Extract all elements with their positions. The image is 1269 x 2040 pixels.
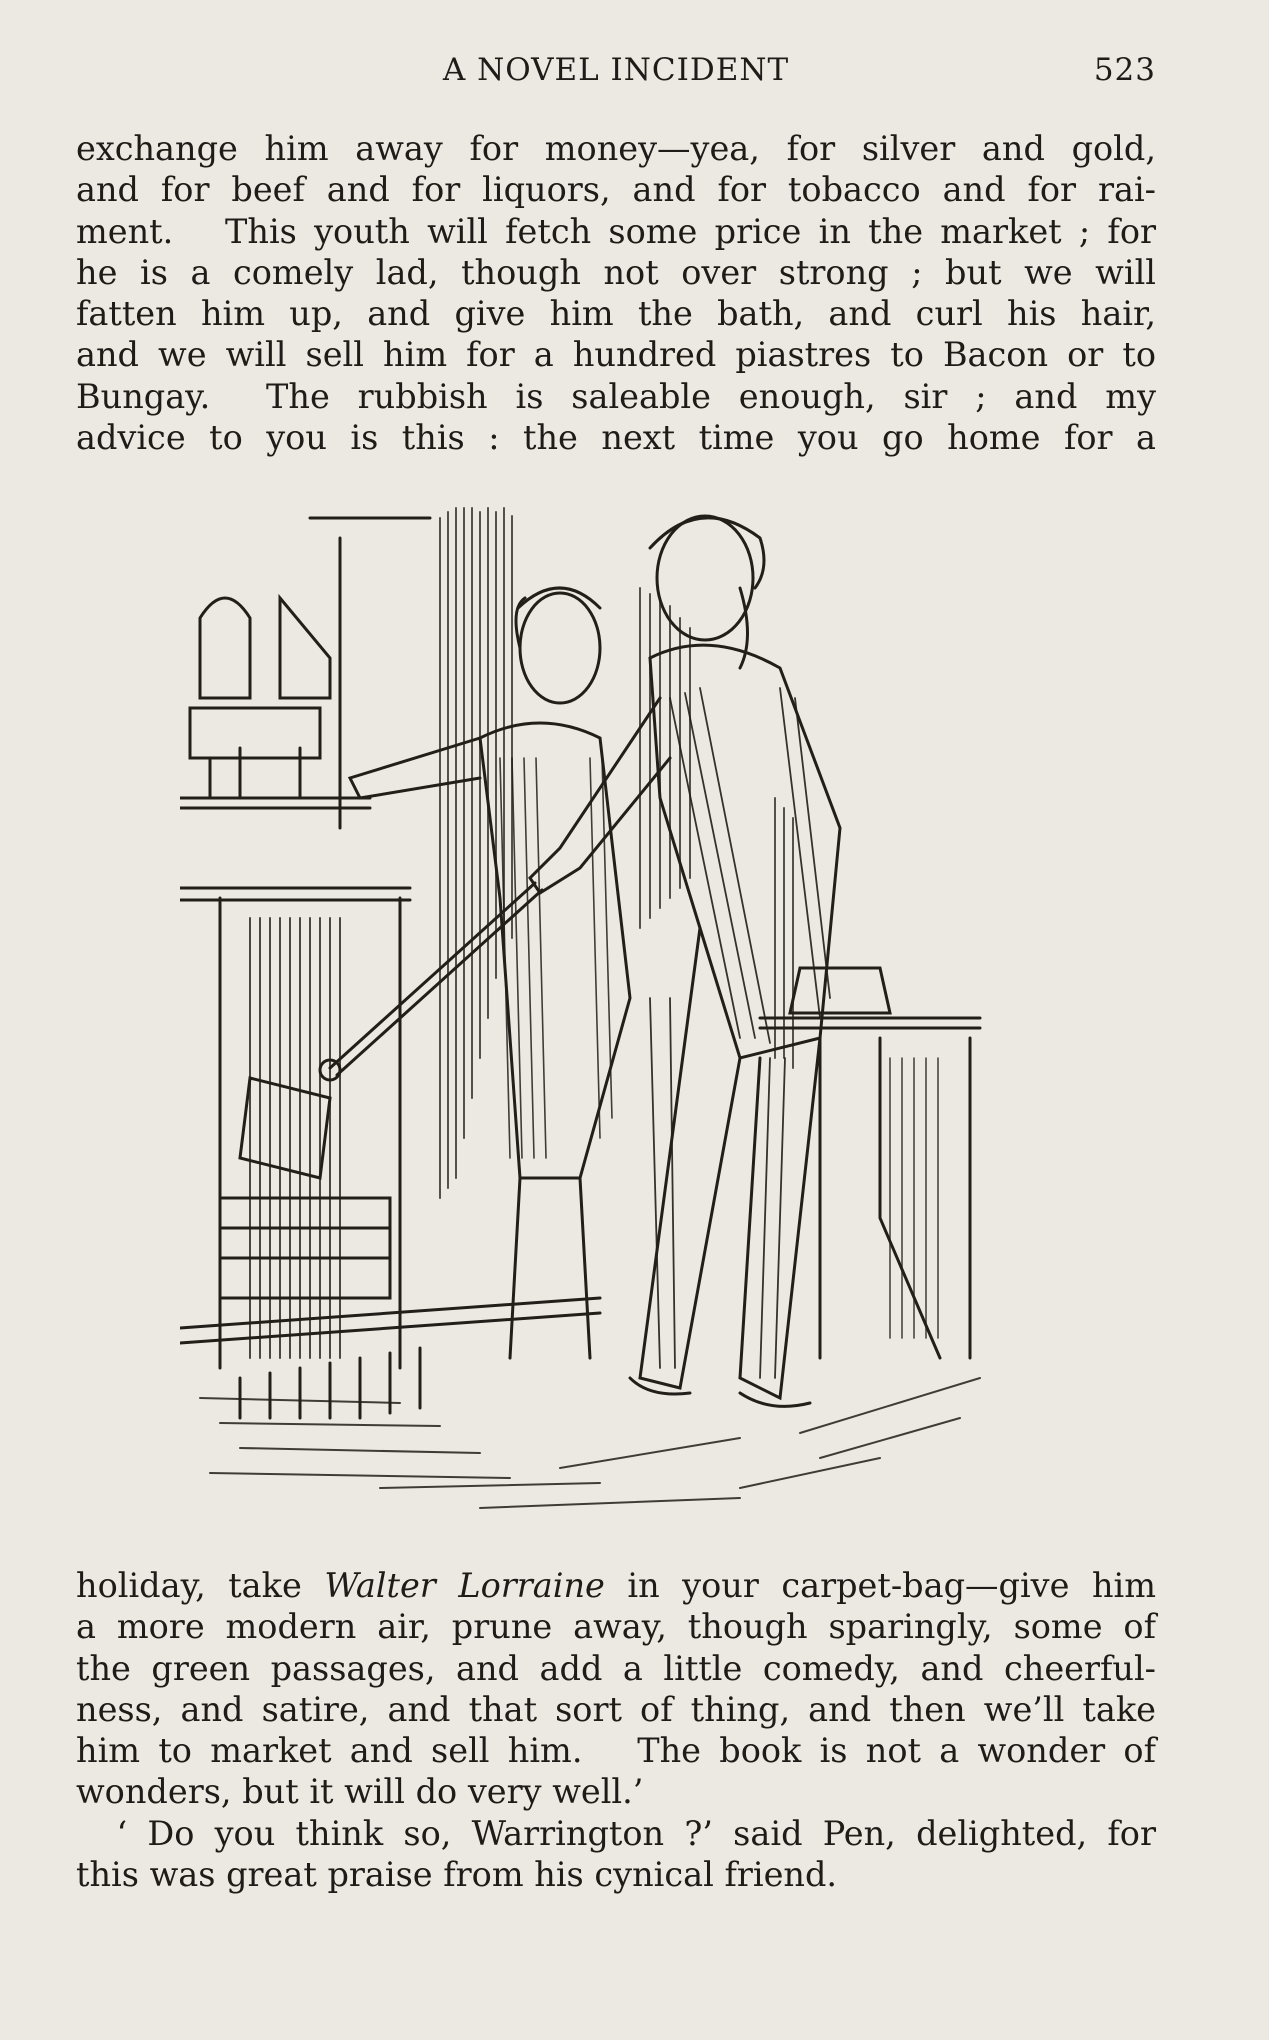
text-line: wonders, but it will do very well.’	[76, 1772, 644, 1812]
text-line: ness, and satire, and that sort of thing, and then we’ll take	[76, 1689, 1156, 1729]
text-line: and we will sell him for a hundred piastres to Bacon or to	[76, 335, 1156, 375]
text-line: him to market and sell him. The book is not a wonder of	[76, 1731, 1156, 1771]
text-line: advice to you is this : the next time you go home for a	[76, 418, 1156, 458]
paragraph-top	[76, 128, 1156, 458]
text-segment: in your carpet-bag—give him	[627, 1566, 1156, 1605]
book-title-italic: Walter Lorraine	[324, 1566, 605, 1605]
text-line: and for beef and for liquors, and for tobacco and for rai-	[76, 170, 1156, 210]
text-line: ‘ Do you think so, Warrington ?’ said Pen, delighted, for	[76, 1813, 1156, 1853]
text-line: exchange him away for money—yea, for silver and gold,	[76, 129, 1156, 168]
text-line: he is a comely lad, though not over strong ; but we will	[76, 252, 1156, 292]
page-number: 523	[1093, 52, 1156, 88]
running-head	[76, 52, 1156, 96]
text-line: the green passages, and add a little comedy, and cheerful-	[76, 1648, 1156, 1688]
text-line: a more modern air, prune away, though sparingly, some of	[76, 1607, 1156, 1647]
engraving-two-men-by-fireplace-icon	[180, 508, 980, 1508]
text-line: fatten him up, and give him the bath, and curl his hair,	[76, 294, 1156, 334]
text-line: this was great praise from his cynical friend.	[76, 1855, 838, 1895]
text-line: ment. This youth will fetch some price in the market ; for	[76, 211, 1156, 251]
text-line: Bungay. The rubbish is saleable enough, sir ; and my	[76, 376, 1156, 416]
text-segment: holiday, take	[76, 1566, 302, 1605]
running-title: A NOVEL INCIDENT	[442, 52, 790, 88]
text-line	[76, 1565, 1156, 1606]
engraving-illustration	[180, 498, 1050, 1530]
paragraph-bottom	[76, 1565, 1156, 1895]
